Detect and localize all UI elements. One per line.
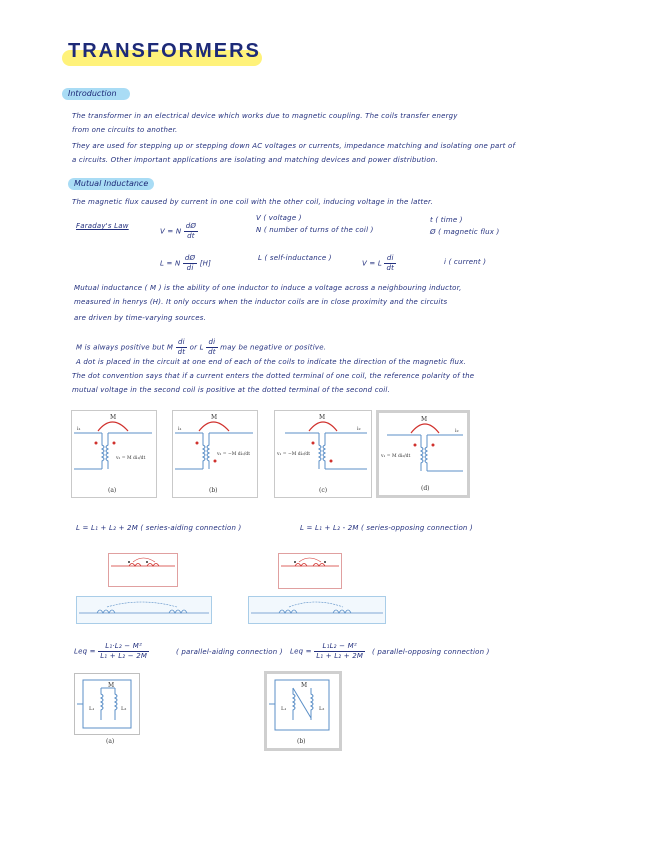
series-opposing-coil-figure (248, 596, 386, 624)
intro-line-1: The transformer in an electrical device which works due to magnetic coupling. The coils transfer energy (72, 112, 458, 120)
svg-text:L₁: L₁ (89, 706, 95, 712)
svg-text:i₁: i₁ (178, 426, 182, 432)
svg-text:M: M (319, 414, 326, 421)
sign-note: M is always positive but M $\frac{di}{dt}$ or L $\frac{di}{dt}$ may be negative or positive. (76, 338, 327, 356)
caption-a: (a) (108, 487, 117, 494)
dot-line-2: The dot convention says that if a current enters the dotted terminal of one coil, the reference polarity of the (72, 372, 475, 380)
svg-text:M: M (108, 682, 115, 689)
figure-dot-c (274, 410, 372, 498)
svg-text:L₂: L₂ (319, 706, 325, 712)
dot-line-3: mutual voltage in the second coil is positive at the dotted terminal of the second coil. (72, 386, 391, 394)
series-opposing-equation: L = L₁ + L₂ - 2M ( series-opposing connection ) (300, 524, 473, 532)
caption-b: (b) (209, 487, 218, 494)
mutual-line-1: The magnetic flux caused by current in one coil with the other coil, inducing voltage in the latter. (72, 198, 433, 206)
voltage-note: V ( voltage ) (256, 214, 302, 222)
figure-dot-b (172, 410, 258, 498)
parallel-aiding-label: ( parallel-aiding connection ) (176, 648, 283, 656)
voltage-equation: V = N $\frac{dØ}{dt}$ (160, 222, 197, 240)
parallel-opposing-figure (264, 671, 342, 751)
svg-text:L₂: L₂ (121, 706, 127, 712)
faraday-label: Faraday's Law (76, 222, 129, 230)
flux-note: Ø ( magnetic flux ) (430, 228, 500, 236)
svg-text:i₂: i₂ (455, 428, 459, 434)
svg-text:i₂: i₂ (357, 426, 361, 432)
turns-note: N ( number of turns of the coil ) (256, 226, 374, 234)
svg-text:M: M (211, 414, 218, 421)
inductor-voltage-equation: V = L $\frac{di}{dt}$ (362, 254, 395, 272)
parallel-opposing-label: ( parallel-opposing connection ) (372, 648, 490, 656)
series-aiding-equation: L = L₁ + L₂ + 2M ( series-aiding connection ) (76, 524, 242, 532)
caption-c: (c) (319, 487, 328, 494)
mutual-def-line-1: Mutual inductance ( M ) is the ability of one inductor to induce a voltage across a neighbouring inductor, (74, 284, 462, 292)
parallel-opposing-equation: Leq = $\frac{\text{L₁L₂ − M²}}{\text{L₁ + L₂ + 2M}}$ (290, 642, 364, 660)
svg-text:v₁ = −M di₂/dt: v₁ = −M di₂/dt (277, 452, 311, 457)
figure-dot-d (376, 410, 470, 498)
dot-line-1: A dot is placed in the circuit at one end of each of the coils to indicate the direction of the magnetic flux. (76, 358, 466, 366)
parallel-aiding-figure (74, 673, 140, 735)
page-title: TRANSFORMERS (68, 40, 261, 62)
svg-text:L₁: L₁ (281, 706, 287, 712)
svg-text:M: M (301, 682, 308, 689)
series-opposing-figure (278, 553, 342, 589)
mutual-label: M (110, 414, 117, 421)
equation-label: v₂ = M di₁/dt (116, 456, 146, 461)
parallel-caption-a: (a) (106, 738, 115, 745)
caption-d: (d) (421, 485, 430, 492)
series-aiding-coil-figure (76, 596, 212, 624)
svg-text:v₂ = −M di₁/dt: v₂ = −M di₁/dt (217, 452, 251, 457)
mutual-def-line-2: measured in henrys (H). It only occurs when the inductor coils are in close proximity and the circuits (74, 298, 448, 306)
parallel-caption-b: (b) (297, 738, 306, 745)
intro-line-2: from one circuits to another. (72, 126, 178, 134)
intro-line-3: They are used for stepping up or stepping down AC voltages or currents, impedance matching and isolating one part of (72, 142, 516, 150)
figure-dot-a (71, 410, 157, 498)
svg-text:i₁: i₁ (77, 426, 81, 432)
self-inductance-equation: L = N $\frac{dØ}{di}$ [H] (160, 254, 212, 272)
intro-heading: Introduction (68, 89, 117, 98)
intro-line-4: a circuits. Other important applications are isolating and matching devices and power distribution. (72, 156, 438, 164)
mutual-heading: Mutual Inductance (74, 179, 149, 188)
svg-text:M: M (421, 416, 428, 423)
parallel-aiding-equation: Leq = $\frac{\text{L₁·L₂ − M²}}{\text{L₁ + L₂ − 2M}}$ (74, 642, 148, 660)
series-aiding-figure (108, 553, 178, 587)
self-inductance-note: L ( self-inductance ) (258, 254, 332, 262)
svg-text:v₁ = M di₂/dt: v₁ = M di₂/dt (381, 454, 411, 459)
time-note: t ( time ) (430, 216, 463, 224)
mutual-def-line-3: are driven by time-varying sources. (74, 314, 207, 322)
current-note: i ( current ) (444, 258, 487, 266)
